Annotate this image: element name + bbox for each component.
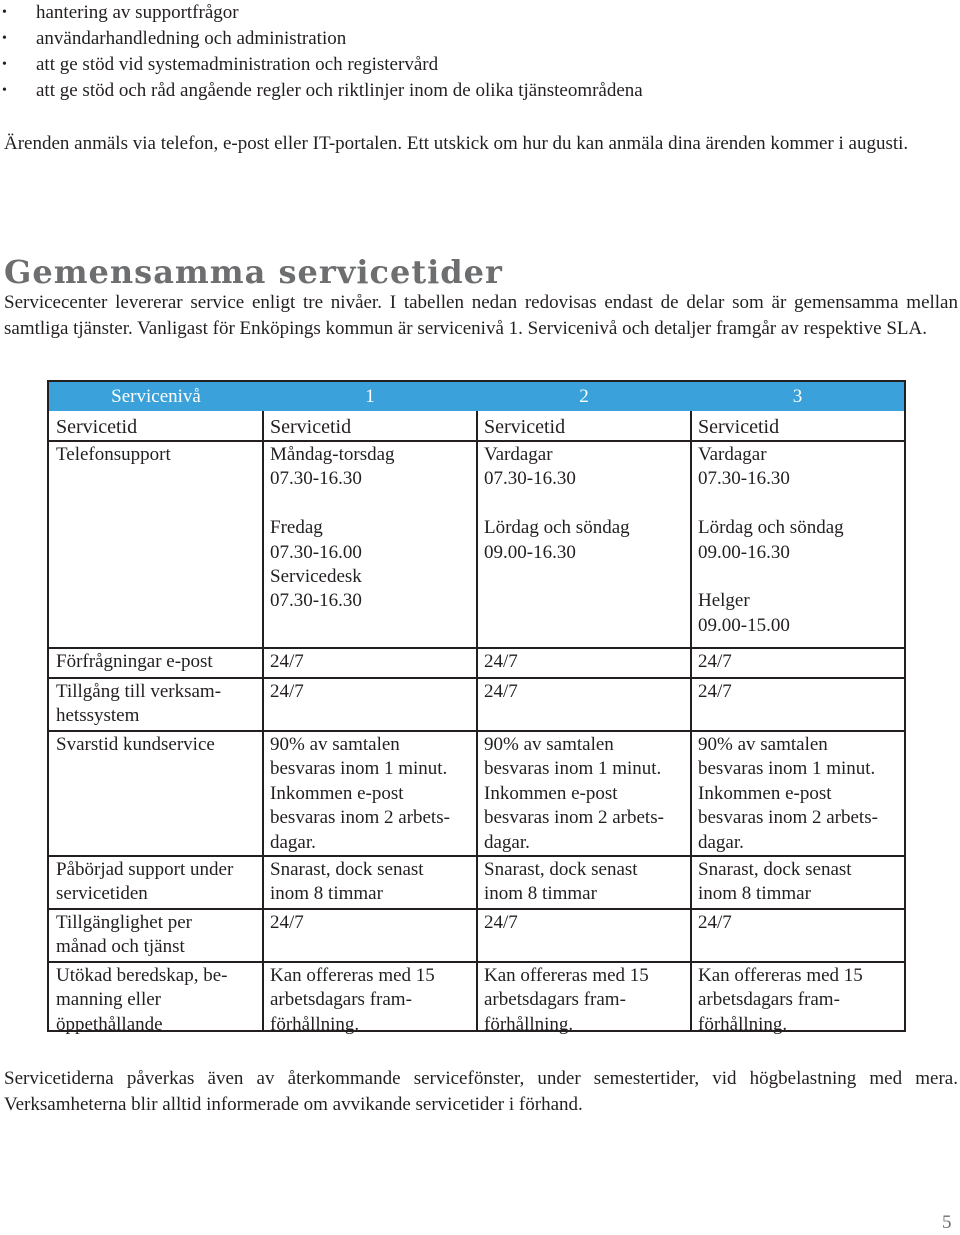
cell-line: 90% av samtalen: [270, 734, 400, 755]
cell-line: öppethållande: [56, 1013, 163, 1035]
subheader-cell: Servicetid: [698, 416, 780, 438]
cell-line: dagar.: [270, 831, 316, 853]
cell-line: 24/7: [270, 651, 304, 672]
cell-line: Vardagar: [484, 444, 553, 465]
cell-line: 07.30-16.00: [270, 541, 362, 563]
cell-line: Tillgänglighet per: [56, 912, 192, 933]
cell-line: besvaras inom 1 minut.: [698, 758, 876, 780]
table-cell: [263, 909, 477, 935]
cell-line: 24/7: [484, 651, 518, 672]
cell-line: Inkommen e-post: [698, 782, 832, 804]
cell-line: [698, 492, 904, 516]
bullet-icon: •: [2, 31, 7, 46]
row-label-cell: [49, 731, 263, 757]
cell-line: manning eller: [56, 989, 161, 1011]
cell-line: arbetsdagars fram-: [270, 989, 412, 1011]
bullet-item: • att ge stöd och råd angående regler och riktlinjer inom de olika tjänsteområdena: [0, 78, 960, 104]
cell-line: 90% av samtalen: [484, 734, 614, 755]
cell-line: 24/7: [698, 681, 732, 702]
bullet-icon: •: [2, 83, 7, 98]
cell-line: 09.00-15.00: [698, 614, 790, 636]
table-cell: [691, 909, 904, 935]
table-cell: [477, 731, 691, 855]
cell-line: Snarast, dock senast: [698, 859, 852, 880]
cell-line: besvaras inom 1 minut.: [270, 758, 448, 780]
cell-line: 90% av samtalen: [698, 734, 828, 755]
cell-line: Kan offereras med 15: [484, 965, 649, 986]
cell-line: Snarast, dock senast: [270, 859, 424, 880]
bullet-item: • att ge stöd vid systemadministration och registervård: [0, 52, 960, 78]
row-label-cell: [49, 678, 263, 729]
table-cell: [263, 856, 477, 907]
header-cell-level-3: 3: [792, 386, 803, 407]
closing-paragraph: Servicetiderna påverkas även av återkommande servicefönster, under semestertider, vid högbelastning med mera. Verksamheterna blir alltid informerade om avvikande servicetider i förhand.: [4, 1068, 958, 1115]
cell-line: Inkommen e-post: [484, 782, 618, 804]
cell-line: inom 8 timmar: [698, 883, 811, 905]
cell-line: 24/7: [484, 681, 518, 702]
header-cell-level-2: 2: [579, 386, 589, 407]
table-cell: [691, 962, 904, 1037]
section-heading: Gemensamma servicetider: [4, 253, 503, 291]
service-times-table: [47, 380, 906, 1035]
cell-line: 09.00-16.30: [698, 541, 790, 563]
cell-line: 09.00-16.30: [484, 541, 576, 563]
table-cell: [691, 648, 904, 674]
row-label-cell: [49, 441, 263, 467]
cell-line: 24/7: [270, 681, 304, 702]
cell-line: 07.30-16.30: [270, 590, 362, 612]
table-cell: [477, 648, 691, 674]
header-cell-servicelevel: Servicenivå: [111, 386, 201, 407]
table-cell: [477, 909, 691, 935]
cell-line: [484, 492, 691, 516]
table-cell: [477, 856, 691, 907]
cell-line: Fredag: [270, 517, 323, 539]
cell-line: 07.30-16.30: [270, 468, 362, 490]
subheader-cell: Servicetid: [484, 416, 566, 438]
table-cell: [691, 678, 904, 704]
cell-line: arbetsdagars fram-: [484, 989, 626, 1011]
cell-line: servicetiden: [56, 883, 148, 905]
table-cell: [263, 962, 477, 1037]
cell-line: Inkommen e-post: [270, 782, 404, 804]
header-cell-level-1: 1: [365, 386, 375, 407]
table-cell: [477, 678, 691, 704]
page-number: 5: [942, 1212, 952, 1233]
cell-line: [270, 492, 477, 516]
row-label-cell: [49, 909, 263, 960]
cell-line: förhållning.: [698, 1013, 788, 1035]
cell-line: Lördag och söndag: [484, 517, 630, 539]
cell-line: Vardagar: [698, 444, 767, 465]
cell-line: 24/7: [698, 651, 732, 672]
table-header-row: [49, 382, 904, 411]
cell-line: hetssystem: [56, 705, 140, 727]
row-label-cell: [49, 856, 263, 907]
row-label-cell: [49, 962, 263, 1037]
cell-line: Svarstid kundservice: [56, 734, 215, 755]
intro-bullet-list: [0, 0, 960, 104]
table-cell: [691, 441, 904, 638]
cell-line: Förfrågningar e-post: [56, 651, 213, 672]
subheader-cell: Servicetid: [270, 416, 352, 438]
cell-line: Måndag-torsdag: [270, 444, 395, 465]
cell-line: 07.30-16.30: [698, 468, 790, 490]
cell-line: Kan offereras med 15: [270, 965, 435, 986]
table-cell: [477, 441, 691, 565]
table-cell: [263, 731, 477, 855]
cell-line: dagar.: [698, 831, 744, 853]
cell-line: Snarast, dock senast: [484, 859, 638, 880]
cell-line: inom 8 timmar: [270, 883, 383, 905]
cell-line: 24/7: [698, 912, 732, 933]
cell-line: Påbörjad support under: [56, 859, 234, 880]
cell-line: besvaras inom 2 arbets-: [484, 807, 664, 829]
cell-line: [698, 565, 904, 589]
cell-line: inom 8 timmar: [484, 883, 597, 905]
cell-line: månad och tjänst: [56, 936, 185, 958]
cell-line: besvaras inom 1 minut.: [484, 758, 662, 780]
cell-line: Telefonsupport: [56, 444, 171, 465]
cell-line: Tillgång till verksam-: [56, 681, 222, 702]
intro-paragraph: Ärenden anmäls via telefon, e-post eller IT-portalen. Ett utskick om hur du kan anmäla dina ärenden kommer i augusti.: [4, 133, 909, 154]
subheader-cell: Servicetid: [56, 416, 138, 438]
table-cell: [691, 856, 904, 907]
section-paragraph: Servicecenter levererar service enligt tre nivåer. I tabellen nedan redovisas endast de delar som är gemensamma mellan samtliga tjänster. Vanligast för Enköpings kommun är servicenivå 1. Servicenivå och detaljer framgår av respektive SLA.: [4, 292, 958, 339]
table-cell: [477, 962, 691, 1037]
bullet-icon: •: [2, 57, 7, 72]
cell-line: 24/7: [484, 912, 518, 933]
row-label-cell: [49, 648, 263, 674]
cell-line: 07.30-16.30: [484, 468, 576, 490]
cell-line: förhållning.: [270, 1013, 360, 1035]
cell-line: Helger: [698, 590, 750, 612]
cell-line: dagar.: [484, 831, 530, 853]
bullet-icon: •: [2, 5, 7, 20]
table-cell: [263, 441, 477, 614]
cell-line: besvaras inom 2 arbets-: [270, 807, 450, 829]
bullet-item: • användarhandledning och administration: [0, 26, 960, 52]
cell-line: förhållning.: [484, 1013, 574, 1035]
cell-line: 24/7: [270, 912, 304, 933]
bullet-item: • hantering av supportfrågor: [0, 0, 960, 26]
cell-line: arbetsdagars fram-: [698, 989, 840, 1011]
table-cell: [263, 648, 477, 674]
table-cell: [263, 678, 477, 704]
cell-line: Lördag och söndag: [698, 517, 844, 539]
cell-line: besvaras inom 2 arbets-: [698, 807, 878, 829]
cell-line: Kan offereras med 15: [698, 965, 863, 986]
cell-line: Utökad beredskap, be-: [56, 965, 228, 986]
table-cell: [691, 731, 904, 855]
cell-line: Servicedesk: [270, 566, 362, 588]
